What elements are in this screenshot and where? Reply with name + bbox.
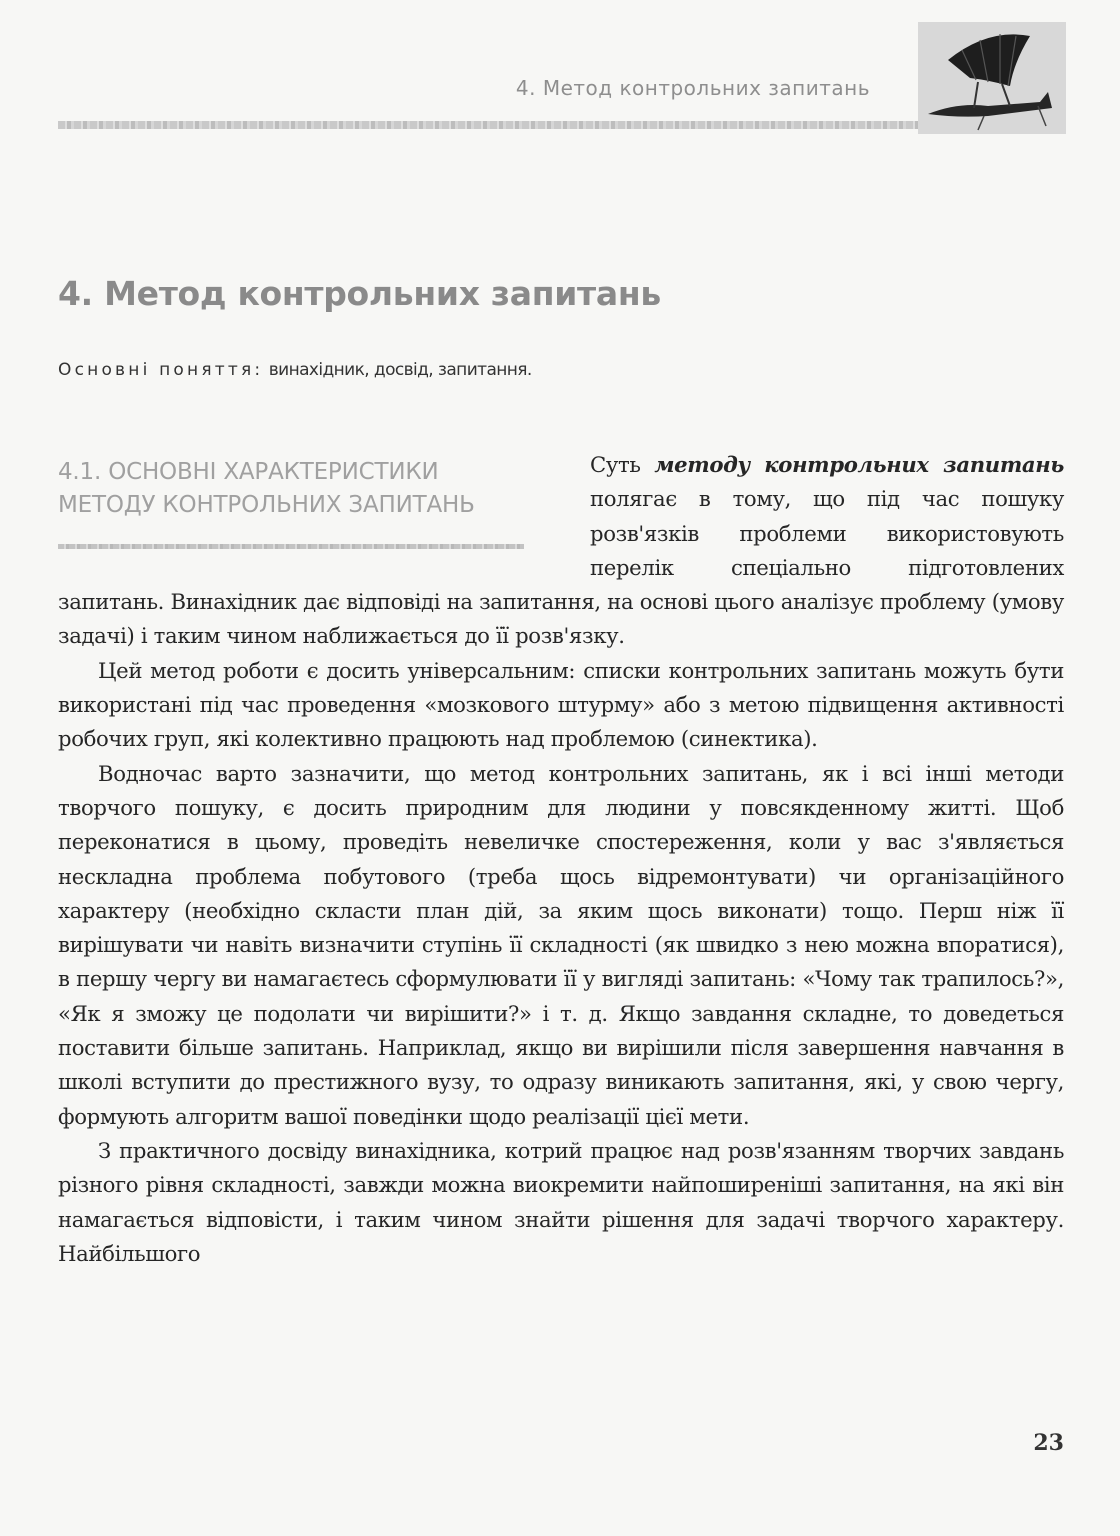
key-term: методу контрольних запитань bbox=[654, 452, 1064, 477]
subsection-heading-line2: МЕТОДУ КОНТРОЛЬНИХ ЗАПИТАНЬ bbox=[58, 492, 475, 518]
subsection-rule bbox=[58, 544, 524, 549]
key-concepts-label: Основні поняття: bbox=[58, 360, 264, 380]
key-concepts bbox=[58, 360, 532, 380]
paragraph-2: Цей метод роботи є досить універсальним: списки контрольних запитань можуть бути використані під час проведення «мозкового штурму» або з метою підвищення активності робочих груп, які колективно працюють над проблемою (синектика). bbox=[58, 657, 1064, 752]
paragraph-4: З практичного досвіду винахідника, котрий працює над розв'язанням творчих завдань різного рівня складності, завжди можна виокремити найпоширеніші запитання, на які він намагається відповісти, і таким чином знайти рішення для задачі творчого характеру. Найбільшого bbox=[58, 1137, 1064, 1266]
key-concepts-terms: винахідник, досвід, запитання. bbox=[268, 360, 532, 380]
running-title: 4. Метод контрольних запитань bbox=[515, 76, 870, 100]
header-rule bbox=[58, 121, 918, 129]
subsection-heading-line1: 4.1. ОСНОВНІ ХАРАКТЕРИСТИКИ bbox=[58, 459, 439, 485]
subsection-heading bbox=[58, 448, 566, 522]
page-number: 23 bbox=[1033, 1430, 1064, 1456]
subsection-heading-block bbox=[58, 448, 566, 564]
glider-illustration-icon bbox=[918, 22, 1066, 134]
running-header bbox=[0, 0, 1120, 140]
paragraph-3: Водночас варто зазначити, що метод контрольних запитань, як і всі інші методи творчого пошуку, є досить природним для людини у повсякденному житті. Щоб переконатися в цьому, проведіть невеличке спостереження, коли у вас з'являється нескладна проблема побутового (треба щось відремонтувати) чи організаційного характеру (необхідно скласти план дій, за яким щось виконати) тощо. Перш ніж її вирішувати чи навіть визначити ступінь її складності (як швидко з нею можна впоратися), в першу чергу ви намагаєтесь сформулювати її у вигляді запитань: «Чому так трапилось?», «Як я зможу це подолати чи вирішити?» і т. д. Якщо завдання складне, то доведеться поставити більше запитань. Наприклад, якщо ви вирішили після завершення навчання в школі вступити до престижного вузу, то одразу виникають запитання, які, у свою чергу, формують алгоритм вашої поведінки щодо реалізації цієї мети. bbox=[58, 760, 1064, 1129]
paragraph-1-rest: полягає в тому, що під час пошуку розв'язків проблеми використовують перелік спеціально підготовлених запитань. Винахідник дає відповіді на запитання, на основі цього аналізує проблему (умову задачі) і таким чином наближається до її розв'язку. bbox=[58, 486, 1064, 649]
paragraph-1-lead: Суть bbox=[590, 452, 655, 477]
chapter-title: 4. Метод контрольних запитань bbox=[58, 274, 661, 313]
main-text bbox=[58, 448, 1064, 1271]
